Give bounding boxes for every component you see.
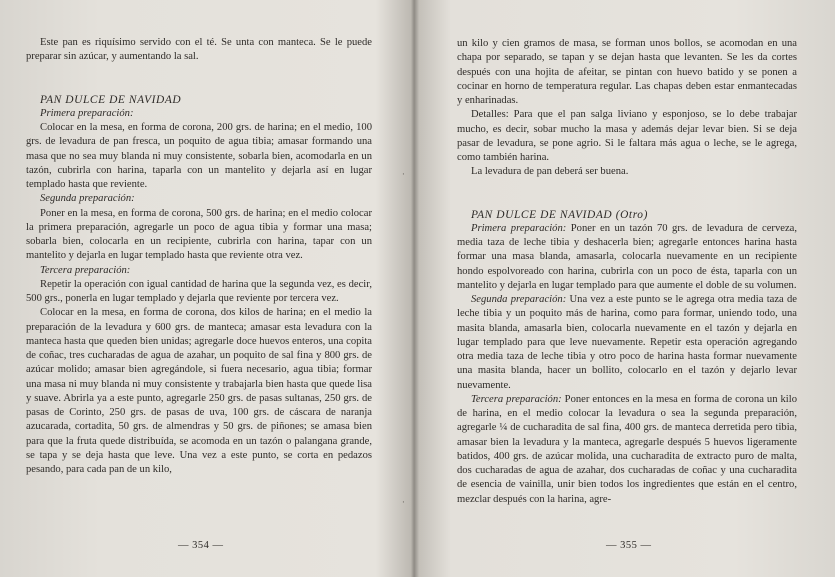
intro-paragraph: Este pan es riquísimo servido con el té. Se unta con manteca. Se le puede preparar sin azúcar, y aumentando la sal. bbox=[26, 37, 372, 63]
right-page bbox=[457, 37, 797, 507]
final-paragraph: Colocar en la mesa, en forma de corona, dos kilos de harina; en el medio la preparación de la levadura y 600 grs. de manteca; amasar esta levadura con la manteca hasta que queden bien unidas; agregarle doce huevos enteros, una copita de coñac, tres cucharadas de agua de azahar, un poquito de sal fina y 800 grs. de azúcar molido; amasar bien agregándole, si fuera necesario, agua tibia; formar una masa ni muy blanda ni muy consistente y trabajarla bien hasta que quede lisa y suave. Abrirla ya a este punto, agregarle 250 grs. de pasas sultanas, 250 grs. de pasas de Corinto, 250 grs. de pasas de uva, 100 grs. de cáscara de naranja azucarada, cortadita, 50 grs. de almendras y 50 grs. de piñones; se amasa bien para que la fruta quede distribuída, se acomoda en un tazón o palangana grande, se tapa y se deja hasta que leve. Una vez a este punto, se corta en pedazos pesando, para cada pan de un kilo, bbox=[26, 307, 372, 475]
step3-paragraph bbox=[457, 393, 797, 507]
step3-text: Repetir la operación con igual cantidad de harina que la segunda vez, es decir, 500 grs., ponerla en lugar templado y dejarla que reviente por tercera vez. bbox=[26, 278, 372, 304]
step3-label: Tercera preparación: bbox=[471, 393, 562, 405]
step1-label: Primera preparación: bbox=[40, 107, 134, 119]
step2-label: Segunda preparación: bbox=[40, 193, 135, 205]
details-paragraph: Detalles: Para que el pan salga liviano y esponjoso, se lo debe trabajar mucho, es decir, sobar mucho la masa y además dejar levar bien. Si se deja pasar de levadura, se pone agrio. Si le faltara más agua o leche, se le agrega, como también harina. bbox=[457, 109, 797, 163]
step1-paragraph bbox=[457, 222, 797, 293]
step2-text: Una vez a este punto se le agrega otra media taza de leche tibia y un poquito más de harina, como para formar, uniendo todo, una masita blanda, amasarla bien, colocarla nuevamente en el tazón y dejarla en lugar templado para que leve nuevamente. Repetir esta operación agregando otra media taza de leche tibia y otro poco de harina hasta formar nuevamente una masita blanda, hacer un bollito, colocarlo en el tazón y dejarlo levar nuevamente. bbox=[457, 294, 797, 391]
recipe-title-other: PAN DULCE DE NAVIDAD (Otro) bbox=[471, 208, 648, 221]
gutter-mark: · bbox=[402, 498, 405, 508]
recipe-title: PAN DULCE DE NAVIDAD bbox=[40, 93, 182, 106]
yeast-note: La levadura de pan deberá ser buena. bbox=[471, 166, 629, 178]
page-number-left: — 354 — bbox=[178, 540, 224, 551]
step1-label: Primera preparación: bbox=[471, 222, 567, 234]
step2-paragraph bbox=[457, 293, 797, 393]
left-page bbox=[26, 36, 372, 477]
continuation-paragraph: un kilo y cien gramos de masa, se forman unos bollos, se acomodan en una chapa por separado, se tapan y se dejan hasta que levanten. Se les da cortes después con una hojita de afeitar, se pintan con huevo batido y se ponen a cocinar en horno de temperatura regular. Las chapas deben estar enmantecadas y enharinadas. bbox=[457, 38, 797, 106]
step1-text: Poner en un tazón 70 grs. de levadura de cerveza, media taza de leche tibia y deshacerla bien; agregarle entonces harina hasta formar una masa blanda, amasarla, colocarla nuevamente en un recipiente hondo espolvoreado con harina, cubrirla con un poco de ésta, taparla con un mantelito y dejarla en lugar templado para que aumente el doble de su volumen. bbox=[457, 222, 798, 291]
step3-label: Tercera preparación: bbox=[40, 264, 131, 276]
step1-text: Colocar en la mesa, en forma de corona, 200 grs. de harina; en el medio, 100 grs. de levadura de pan fresca, un poquito de agua tibia; amasar formando una masa que no sea muy blanda ni muy consistente, sobarla bien, acomodarla en un tazón, cubrirla con harina, taparla con un mantelito y dejarla así en lugar templado hasta que reviente. bbox=[26, 122, 372, 190]
step3-text: Poner entonces en la mesa en forma de corona un kilo de harina, en el medio colocar la levadura o sea la segunda preparación, agregarle ¼ de cucharadita de sal fina, 400 grs. de manteca derretida pero tibia, amasar bien la levadura y la manteca, agregarle después 5 huevos ligeramente batidos, 400 grs. de azúcar molida, una cucharadita de extracto puro de malta, dos cucharadas de agua de azahar, dos cucharadas de coñac y una cucharadita de esencia de vainilla, unir bien todos los ingredientes que están en el centro, mezclar después con la harina, agre- bbox=[457, 393, 797, 505]
step2-label: Segunda preparación: bbox=[471, 294, 567, 305]
gutter-mark: · bbox=[402, 170, 405, 180]
page-number-right: — 355 — bbox=[606, 540, 652, 551]
step2-text: Poner en la mesa, en forma de corona, 500 grs. de harina; en el medio colocar la primera preparación, agregarle un poco de agua tibia y formar una masa; sobarla bien, colocarla en un recipiente, cubrirla con harina, tapar con un mantelito y dejarla en lugar templado hasta que reviente otra vez. bbox=[26, 207, 372, 262]
